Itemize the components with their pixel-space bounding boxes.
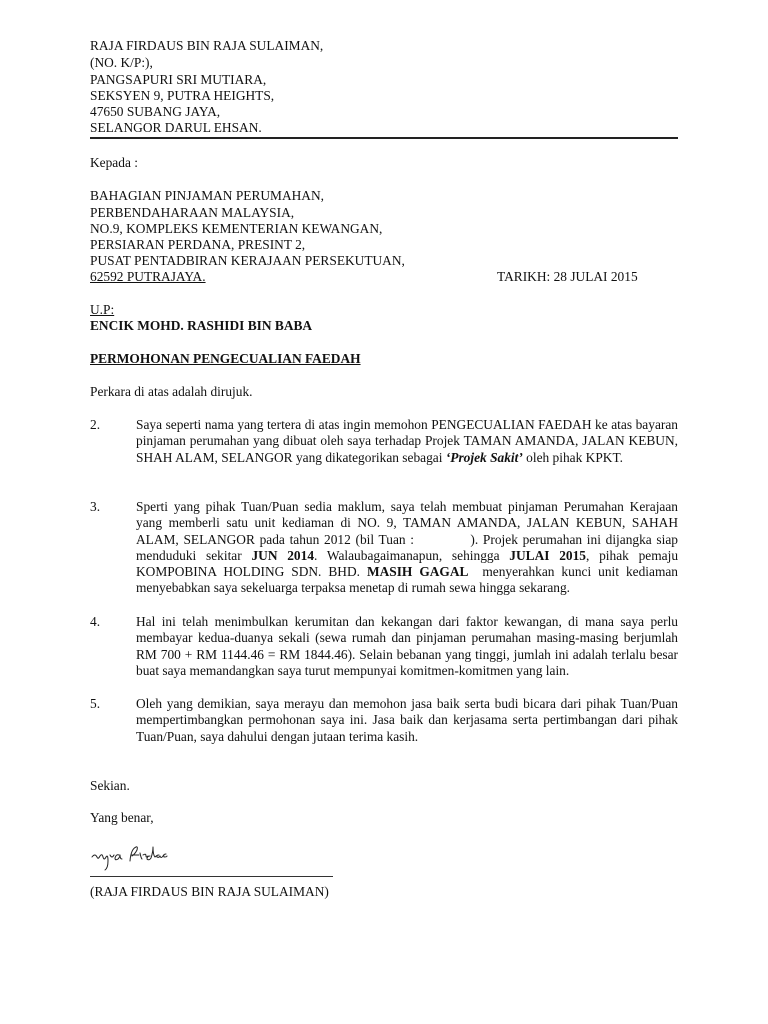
sender-line-2: (NO. K/P:), [90, 55, 153, 70]
p3-bold-3: MASIH GAGAL [366, 564, 469, 580]
p2-emphasis: ‘Projek Sakit’ [445, 449, 523, 465]
p4-text: Hal ini telah menimbulkan kerumitan dan kekangan dari faktor kewangan, di mana saya perlu membayar kedua-duanya sekali (sewa rumah dan pinjaman perumahan masing-masing berjumlah RM 700 + RM 1144.46 = RM 1844.46). Selain bebanan yang tinggi, jumlah ini adalah terlalu besar buat saya memandangkan saya turut mempunyai komitmen-komitmen yang lain. [136, 614, 678, 678]
sender-line-6: SELANGOR DARUL EHSAN. [90, 120, 262, 135]
recipient-line-5: PUSAT PENTADBIRAN KERAJAAN PERSEKUTUAN, [90, 253, 405, 268]
paragraph-5 [136, 696, 678, 745]
sender-line-4: SEKSYEN 9, PUTRA HEIGHTS, [90, 88, 275, 103]
signature [90, 843, 180, 873]
recipient-line-2: PERBENDAHARAAN MALAYSIA, [90, 205, 295, 220]
closing-yang-benar: Yang benar, [90, 810, 154, 825]
paragraph-4 [136, 614, 678, 679]
attention-label [90, 302, 114, 318]
header-divider [90, 137, 678, 139]
kepada-label: Kepada : [90, 155, 138, 170]
p3-text-2: . Walaubagaimanapun, sehingga [314, 547, 510, 563]
letter-date: TARIKH: 28 JULAI 2015 [497, 269, 638, 284]
recipient-line-4: PERSIARAN PERDANA, PRESINT 2, [90, 237, 306, 252]
sender-line-1: RAJA FIRDAUS BIN RAJA SULAIMAN, [90, 38, 324, 53]
paragraph-number-4: 4. [90, 614, 101, 629]
opening-line: Perkara di atas adalah dirujuk. [90, 384, 253, 399]
sender-line-5: 47650 SUBANG JAYA, [90, 104, 221, 119]
p3-bold-2: JULAI 2015 [509, 547, 586, 563]
subject-text: PERMOHONAN PENGECUALIAN FAEDAH [90, 351, 361, 366]
p2-text-2: oleh pihak KPKT. [522, 449, 623, 465]
paragraph-number-3: 3. [90, 499, 101, 514]
paragraph-3 [136, 499, 682, 597]
p3-text-1: Sperti yang pihak Tuan/Puan sedia maklum, saya telah membuat pinjaman Perumahan Kerajaan yang memberli satu unit kediaman di NO. 9, TAMAN AMANDA, JALAN KEBUN, SAHAH ALAM, SELANGOR pada tahun 2012 (bil Tuan : ). Projek perumahan ini dijangka siap menduduki sekitar [136, 499, 682, 563]
attention-label-text: U.P: [90, 302, 115, 317]
p2-text-1: Saya seperti nama yang tertera di atas ingin memohon PENGECUALIAN FAEDAH ke atas bayaran pinjaman perumahan yang dibuat oleh saya terhadap Projek TAMAN AMANDA, JALAN KEBUN, SHAH ALAM, SELANGOR yang dikategorikan sebagai [136, 417, 678, 465]
p3-text-4: menyerahkan kunci unit kediaman menyebabkan saya sekeluarga terpaksa menetap di rumah sewa hingga sekarang. [136, 564, 682, 596]
recipient-line-3: NO.9, KOMPLEKS KEMENTERIAN KEWANGAN, [90, 221, 383, 236]
signature-line [90, 876, 333, 877]
sender-line-3: PANGSAPURI SRI MUTIARA, [90, 72, 267, 87]
recipient-postcode-city: 62592 PUTRAJAYA. [90, 269, 206, 284]
recipient-line-1: BAHAGIAN PINJAMAN PERUMAHAN, [90, 188, 324, 203]
closing-name: (RAJA FIRDAUS BIN RAJA SULAIMAN) [90, 884, 329, 899]
p3-text-3: , pihak pemaju KOMPOBINA HOLDING SDN. BHD. [136, 547, 679, 580]
closing-sekian: Sekian. [90, 778, 130, 793]
paragraph-2 [136, 417, 678, 466]
recipient-line-6 [90, 269, 206, 285]
attention-name: ENCIK MOHD. RASHIDI BIN BABA [90, 318, 313, 333]
p3-bold-1: JUN 2014 [251, 547, 315, 563]
p5-text: Oleh yang demikian, saya merayu dan memohon jasa baik serta budi bicara dari pihak Tuan/Puan mempertimbangkan permohonan saya ini. Jasa baik dan kerjasama serta pertimbangan dari pihak Tuan/Puan, saya dahului dengan jutaan terima kasih. [136, 696, 678, 744]
paragraph-number-5: 5. [90, 696, 101, 711]
paragraph-number-2: 2. [90, 417, 101, 432]
subject-heading [90, 351, 361, 367]
